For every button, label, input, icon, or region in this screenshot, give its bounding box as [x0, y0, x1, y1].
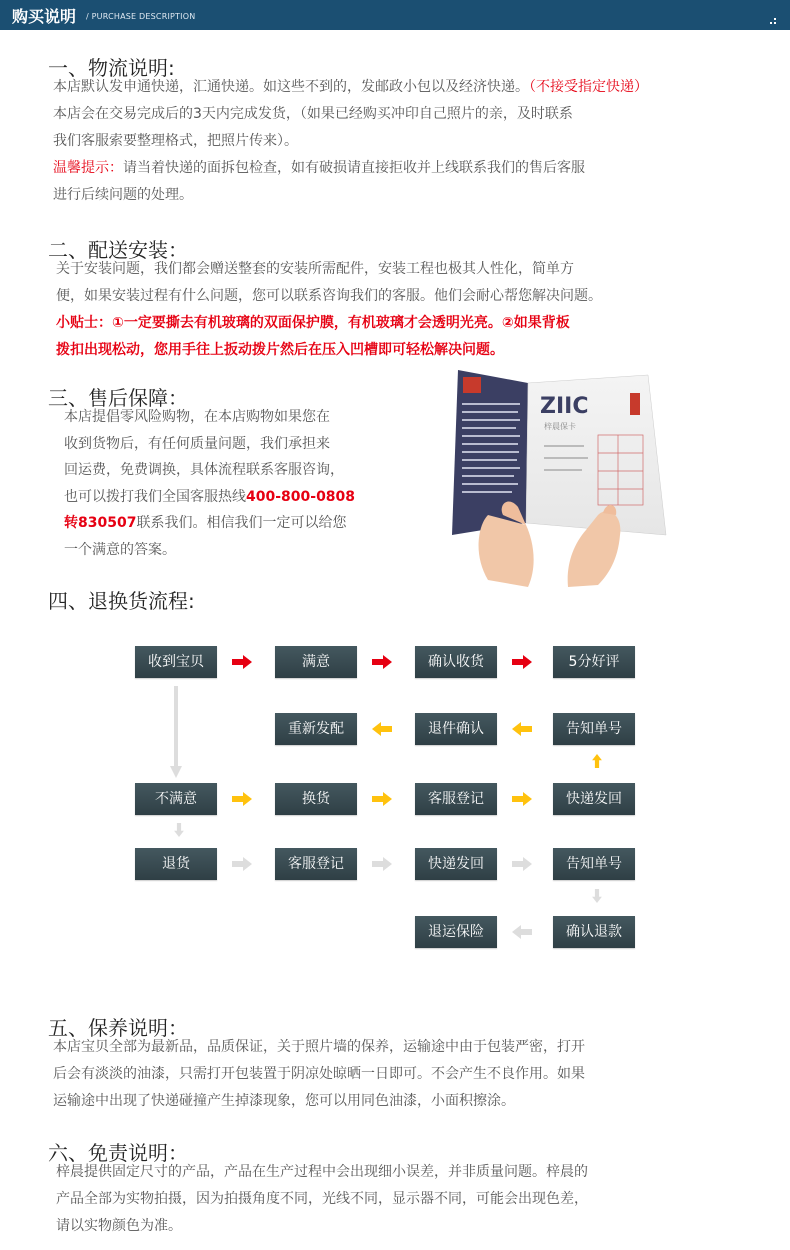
arrow-right-icon [232, 792, 252, 806]
body-text: 运输途中出现了快递碰撞产生掉漆现象，您可以用同色油漆，小面积擦涂。 [53, 1093, 515, 1109]
body-text: 回运费，免费调换，具体流程联系客服咨询， [64, 462, 344, 478]
arrow-left-icon [512, 925, 532, 939]
body-text: 后会有淡淡的油漆，只需打开包装置于阴凉处晾晒一日即可。不会产生不良作用。如果 [53, 1066, 585, 1082]
section-text-maintenance [53, 1034, 585, 1115]
body-text: 联系我们。相信我们一定可以给您 [136, 515, 347, 531]
flow-step: 告知单号 [553, 848, 635, 880]
text-line [53, 1061, 585, 1088]
arrow-up-icon [587, 754, 607, 768]
flow-step: 客服登记 [275, 848, 357, 880]
body-text: 关于安装问题，我们都会赠送整套的安装所需配件，安装工程也极其人性化，简单方 [56, 261, 574, 277]
highlight-text: 小贴士：①一定要撕去有机玻璃的双面保护膜，有机玻璃才会透明光亮。②如果背板 [56, 315, 570, 331]
section-title-logistics: 一、物流说明: [48, 56, 175, 80]
flow-step: 不满意 [135, 783, 217, 815]
text-line [53, 101, 648, 128]
flow-step: 重新发配 [275, 713, 357, 745]
text-line [56, 1159, 588, 1186]
arrow-down-icon [587, 889, 607, 903]
text-line [56, 1186, 588, 1213]
photo-caption: 梓晨保卡 [544, 422, 576, 431]
arrow-left-icon [372, 722, 392, 736]
flow-step: 快递发回 [553, 783, 635, 815]
arrow-right-icon [512, 655, 532, 669]
text-line [64, 431, 355, 458]
text-line [56, 337, 602, 364]
header-subtitle: / PURCHASE DESCRIPTION [86, 12, 196, 21]
flow-step: 5分好评 [553, 646, 635, 678]
body-text: 产品全部为实物拍摄，因为拍摄角度不同，光线不同，显示器不同，可能会出现色差， [56, 1191, 588, 1207]
section-title-maintenance: 五、保养说明： [48, 1016, 188, 1040]
body-text: 请以实物颜色为准。 [56, 1218, 182, 1234]
flow-step: 确认退款 [553, 916, 635, 948]
body-text: 我们客服索要整理格式，把照片传来）。 [53, 133, 298, 149]
long-arrow-down-icon [169, 686, 183, 778]
body-text: 本店默认发申通快递，汇通快递。如这些不到的，发邮政小包以及经济快递。 [53, 79, 529, 95]
text-line [53, 128, 648, 155]
warranty-card-photo [448, 365, 668, 590]
text-line [53, 182, 648, 209]
flow-step: 确认收货 [415, 646, 497, 678]
highlight-text: 转830507 [64, 515, 137, 531]
flow-step: 退货 [135, 848, 217, 880]
section-title-aftersale: 三、售后保障： [48, 386, 188, 410]
body-text: 进行后续问题的处理。 [53, 187, 193, 203]
section-title-delivery: 二、配送安装： [48, 238, 188, 262]
arrow-right-icon [372, 655, 392, 669]
arrow-left-icon [512, 722, 532, 736]
body-text: 本店会在交易完成后的3天内完成发货，（如果已经购买冲印自己照片的亲，及时联系 [53, 106, 573, 122]
header-title: 购买说明 [12, 7, 77, 26]
flow-step: 退件确认 [415, 713, 497, 745]
text-line [56, 256, 602, 283]
text-line [53, 74, 648, 101]
text-line [56, 283, 602, 310]
body-text: 请当着快递的面拆包检查，如有破损请直接拒收并上线联系我们的售后客服 [123, 160, 585, 176]
section-title-disclaimer: 六、免责说明： [48, 1141, 188, 1165]
flow-step: 退运保险 [415, 916, 497, 948]
body-text: 也可以拨打我们全国客服热线 [64, 488, 246, 505]
text-line [64, 537, 355, 564]
flow-step: 告知单号 [553, 713, 635, 745]
section-text-disclaimer [56, 1159, 588, 1240]
text-line [64, 404, 355, 431]
section-text-aftersale [64, 404, 355, 563]
photo-brand: ZIIC [540, 394, 589, 419]
highlight-text: 拨扣出现松动，您用手往上扳动拨片然后在压入凹槽即可轻松解决问题。 [56, 342, 504, 358]
section-text-delivery [56, 256, 602, 364]
highlight-text: 温馨提示： [53, 160, 123, 176]
body-text: 本店提倡零风险购物，在本店购物如果您在 [64, 409, 330, 425]
flow-step: 快递发回 [415, 848, 497, 880]
highlight-text: （不接受指定快递） [529, 79, 648, 95]
text-line [53, 155, 648, 182]
section-title-return-flow: 四、退换货流程: [48, 589, 195, 613]
body-text: 便，如果安装过程有什么问题，您可以联系咨询我们的客服。他们会耐心帮您解决问题。 [56, 288, 602, 304]
arrow-right-icon [512, 857, 532, 871]
flow-step: 收到宝贝 [135, 646, 217, 678]
body-text: 本店宝贝全部为最新品，品质保证，关于照片墙的保养，运输途中由于包装严密，打开 [53, 1039, 585, 1055]
arrow-right-icon [512, 792, 532, 806]
text-line [53, 1034, 585, 1061]
body-text: 收到货物后，有任何质量问题，我们承担来 [64, 435, 330, 452]
arrow-right-icon [232, 857, 252, 871]
text-line [64, 510, 355, 537]
flow-step: 满意 [275, 646, 357, 678]
corner-dots-icon [770, 18, 776, 24]
highlight-text: 400-800-0808 [246, 488, 356, 505]
arrow-down-icon [169, 823, 189, 837]
text-line [56, 1213, 588, 1240]
text-line [56, 310, 602, 337]
flow-step: 客服登记 [415, 783, 497, 815]
text-line [53, 1088, 585, 1115]
arrow-right-icon [232, 655, 252, 669]
section-text-logistics [53, 74, 648, 209]
arrow-right-icon [372, 857, 392, 871]
body-text: 梓晨提供固定尺寸的产品，产品在生产过程中会出现细小误差，并非质量问题。梓晨的 [56, 1164, 588, 1180]
page-header [0, 0, 790, 30]
text-line [64, 457, 355, 484]
text-line [64, 484, 355, 511]
arrow-right-icon [372, 792, 392, 806]
flow-step: 换货 [275, 783, 357, 815]
body-text: 一个满意的答案。 [64, 541, 176, 558]
